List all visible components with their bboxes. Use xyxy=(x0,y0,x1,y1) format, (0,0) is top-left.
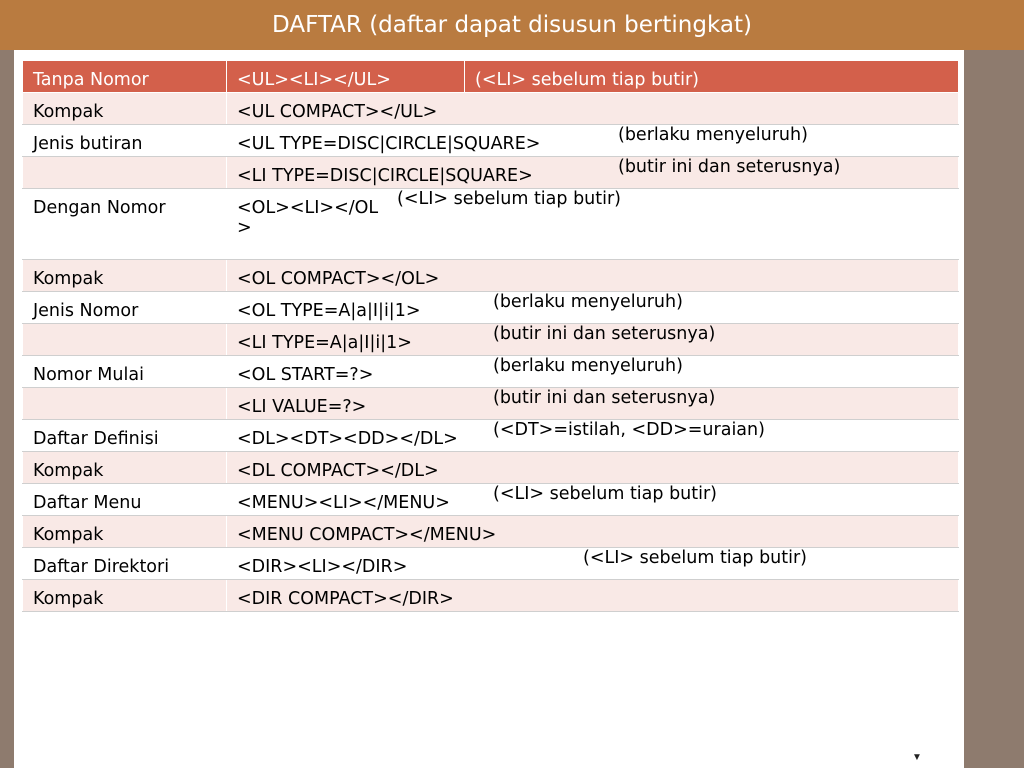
row-label: Daftar Direktori xyxy=(23,548,227,580)
table-row xyxy=(23,125,959,157)
slide-marker-icon: ▼ xyxy=(912,752,922,763)
row-code xyxy=(227,452,959,484)
table-row xyxy=(23,452,959,484)
code-text: <MENU COMPACT></MENU> xyxy=(237,525,497,545)
code-text: <MENU><LI></MENU> xyxy=(237,493,450,513)
row-label: Daftar Definisi xyxy=(23,420,227,452)
row-code xyxy=(227,420,959,452)
table-row xyxy=(23,580,959,612)
code-text: <OL COMPACT></OL> xyxy=(237,269,440,289)
table-row xyxy=(23,260,959,292)
note-text: (butir ini dan seterusnya) xyxy=(618,157,841,177)
row-label: Kompak xyxy=(23,93,227,125)
row-code xyxy=(227,548,959,580)
table-row xyxy=(23,292,959,324)
note-text: (butir ini dan seterusnya) xyxy=(493,388,716,408)
row-code xyxy=(227,580,959,612)
row-label: Kompak xyxy=(23,580,227,612)
page-title: DAFTAR (daftar dapat disusun bertingkat) xyxy=(272,12,752,38)
note-text: (<LI> sebelum tiap butir) xyxy=(493,484,718,504)
code-text: <OL START=?> xyxy=(237,365,374,385)
header-cell-note: (<LI> sebelum tiap butir) xyxy=(465,61,959,93)
header-cell-label: Tanpa Nomor xyxy=(23,61,227,93)
row-label xyxy=(23,388,227,420)
row-label: Kompak xyxy=(23,260,227,292)
row-code xyxy=(227,157,959,189)
row-label: Kompak xyxy=(23,516,227,548)
list-tags-table xyxy=(22,60,959,612)
code-text: <DIR><LI></DIR> xyxy=(237,557,408,577)
note-text: (<DT>=istilah, <DD>=uraian) xyxy=(493,420,765,440)
table-row xyxy=(23,420,959,452)
code-text: <LI TYPE=A|a|I|i|1> xyxy=(237,333,412,353)
table-row xyxy=(23,388,959,420)
code-text: <OL><LI></OL > xyxy=(237,198,379,238)
note-text: (<LI> sebelum tiap butir) xyxy=(397,189,622,209)
note-text: (berlaku menyeluruh) xyxy=(618,125,808,145)
row-label: Dengan Nomor xyxy=(23,189,227,260)
row-label: Jenis Nomor xyxy=(23,292,227,324)
note-text: (berlaku menyeluruh) xyxy=(493,356,683,376)
note-text: (<LI> sebelum tiap butir) xyxy=(583,548,808,568)
row-label: Nomor Mulai xyxy=(23,356,227,388)
code-text: <DL><DT><DD></DL> xyxy=(237,429,458,449)
row-label: Jenis butiran xyxy=(23,125,227,157)
note-text: (berlaku menyeluruh) xyxy=(493,292,683,312)
code-text: <LI VALUE=?> xyxy=(237,397,367,417)
row-code xyxy=(227,516,959,548)
table-header-row xyxy=(23,61,959,93)
row-code xyxy=(227,388,959,420)
row-code xyxy=(227,93,959,125)
code-text: <DIR COMPACT></DIR> xyxy=(237,589,454,609)
table-row xyxy=(23,516,959,548)
row-label: Kompak xyxy=(23,452,227,484)
row-code xyxy=(227,189,959,260)
header-cell-code: <UL><LI></UL> xyxy=(227,61,465,93)
code-text: <OL TYPE=A|a|I|i|1> xyxy=(237,301,421,321)
table-row xyxy=(23,189,959,260)
row-label: Daftar Menu xyxy=(23,484,227,516)
table-row xyxy=(23,324,959,356)
row-code xyxy=(227,356,959,388)
table-row xyxy=(23,484,959,516)
code-text: <DL COMPACT></DL> xyxy=(237,461,439,481)
row-label xyxy=(23,157,227,189)
row-code xyxy=(227,484,959,516)
left-border-strip xyxy=(0,50,14,768)
right-border-strip xyxy=(964,50,1024,768)
code-text: <UL COMPACT></UL> xyxy=(237,102,438,122)
title-bar xyxy=(0,0,1024,50)
row-code xyxy=(227,324,959,356)
table-row xyxy=(23,93,959,125)
code-text: <UL TYPE=DISC|CIRCLE|SQUARE> xyxy=(237,134,541,154)
row-code xyxy=(227,260,959,292)
row-code xyxy=(227,125,959,157)
row-code xyxy=(227,292,959,324)
code-text: <LI TYPE=DISC|CIRCLE|SQUARE> xyxy=(237,166,533,186)
table-row xyxy=(23,157,959,189)
row-label xyxy=(23,324,227,356)
table-row xyxy=(23,356,959,388)
note-text: (butir ini dan seterusnya) xyxy=(493,324,716,344)
table-row xyxy=(23,548,959,580)
